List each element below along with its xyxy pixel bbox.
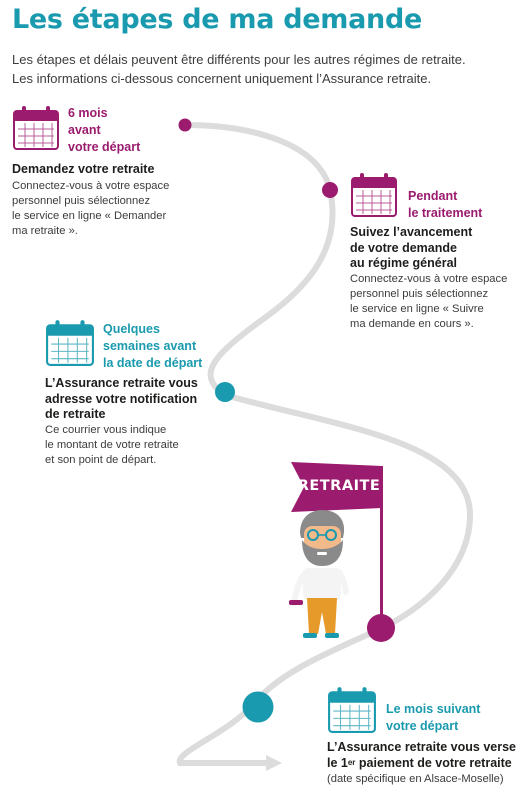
arrow-icon bbox=[266, 755, 282, 771]
retiree-illustration bbox=[289, 510, 346, 638]
step-1-when: 6 mois avant votre départ bbox=[68, 106, 141, 154]
milestone-dot-4 bbox=[367, 614, 395, 642]
step-4-when: Le mois suivant votre départ bbox=[386, 702, 481, 733]
step-2-when: Pendant le traitement bbox=[408, 189, 483, 220]
calendar-icon bbox=[45, 317, 95, 367]
milestone-dot-2 bbox=[322, 182, 338, 198]
milestone-dot-1 bbox=[179, 119, 192, 132]
intro-line-1: Les étapes et délais peuvent être différents pour les autres régimes de retraite. bbox=[12, 52, 466, 67]
calendar-icon bbox=[12, 103, 60, 151]
flag-label: RETRAITE bbox=[297, 478, 381, 494]
milestone-dot-5 bbox=[243, 692, 274, 723]
step-2-title: Suivez l’avancement de votre demande au régime général bbox=[350, 225, 473, 270]
step-4-text: (date spécifique en Alsace-Moselle) bbox=[327, 773, 504, 785]
intro-line-2: Les informations ci-dessous concernent uniquement l’Assurance retraite. bbox=[12, 71, 432, 86]
step-3-title: L’Assurance retraite vous adresse votre notification de retraite bbox=[45, 376, 198, 421]
step-1-title: Demandez votre retraite bbox=[12, 162, 155, 176]
step-4-title: L’Assurance retraite vous verse le 1er paiement de votre retraite bbox=[327, 740, 516, 770]
calendar-icon bbox=[350, 170, 398, 218]
step-2-text: Connectez-vous à votre espace personnel puis sélectionnez le service en ligne « Suivre ma demande en cours ». bbox=[350, 273, 508, 330]
page-title: Les étapes de ma demande bbox=[12, 4, 422, 35]
step-3-text: Ce courrier vous indique le montant de votre retraite et son point de départ. bbox=[45, 424, 179, 466]
step-1-text: Connectez-vous à votre espace personnel puis sélectionnez le service en ligne « Demander ma retraite ». bbox=[12, 180, 170, 237]
milestone-dot-3 bbox=[215, 382, 235, 402]
step-3-when: Quelques semaines avant la date de départ bbox=[103, 322, 203, 370]
calendar-icon bbox=[327, 684, 377, 734]
